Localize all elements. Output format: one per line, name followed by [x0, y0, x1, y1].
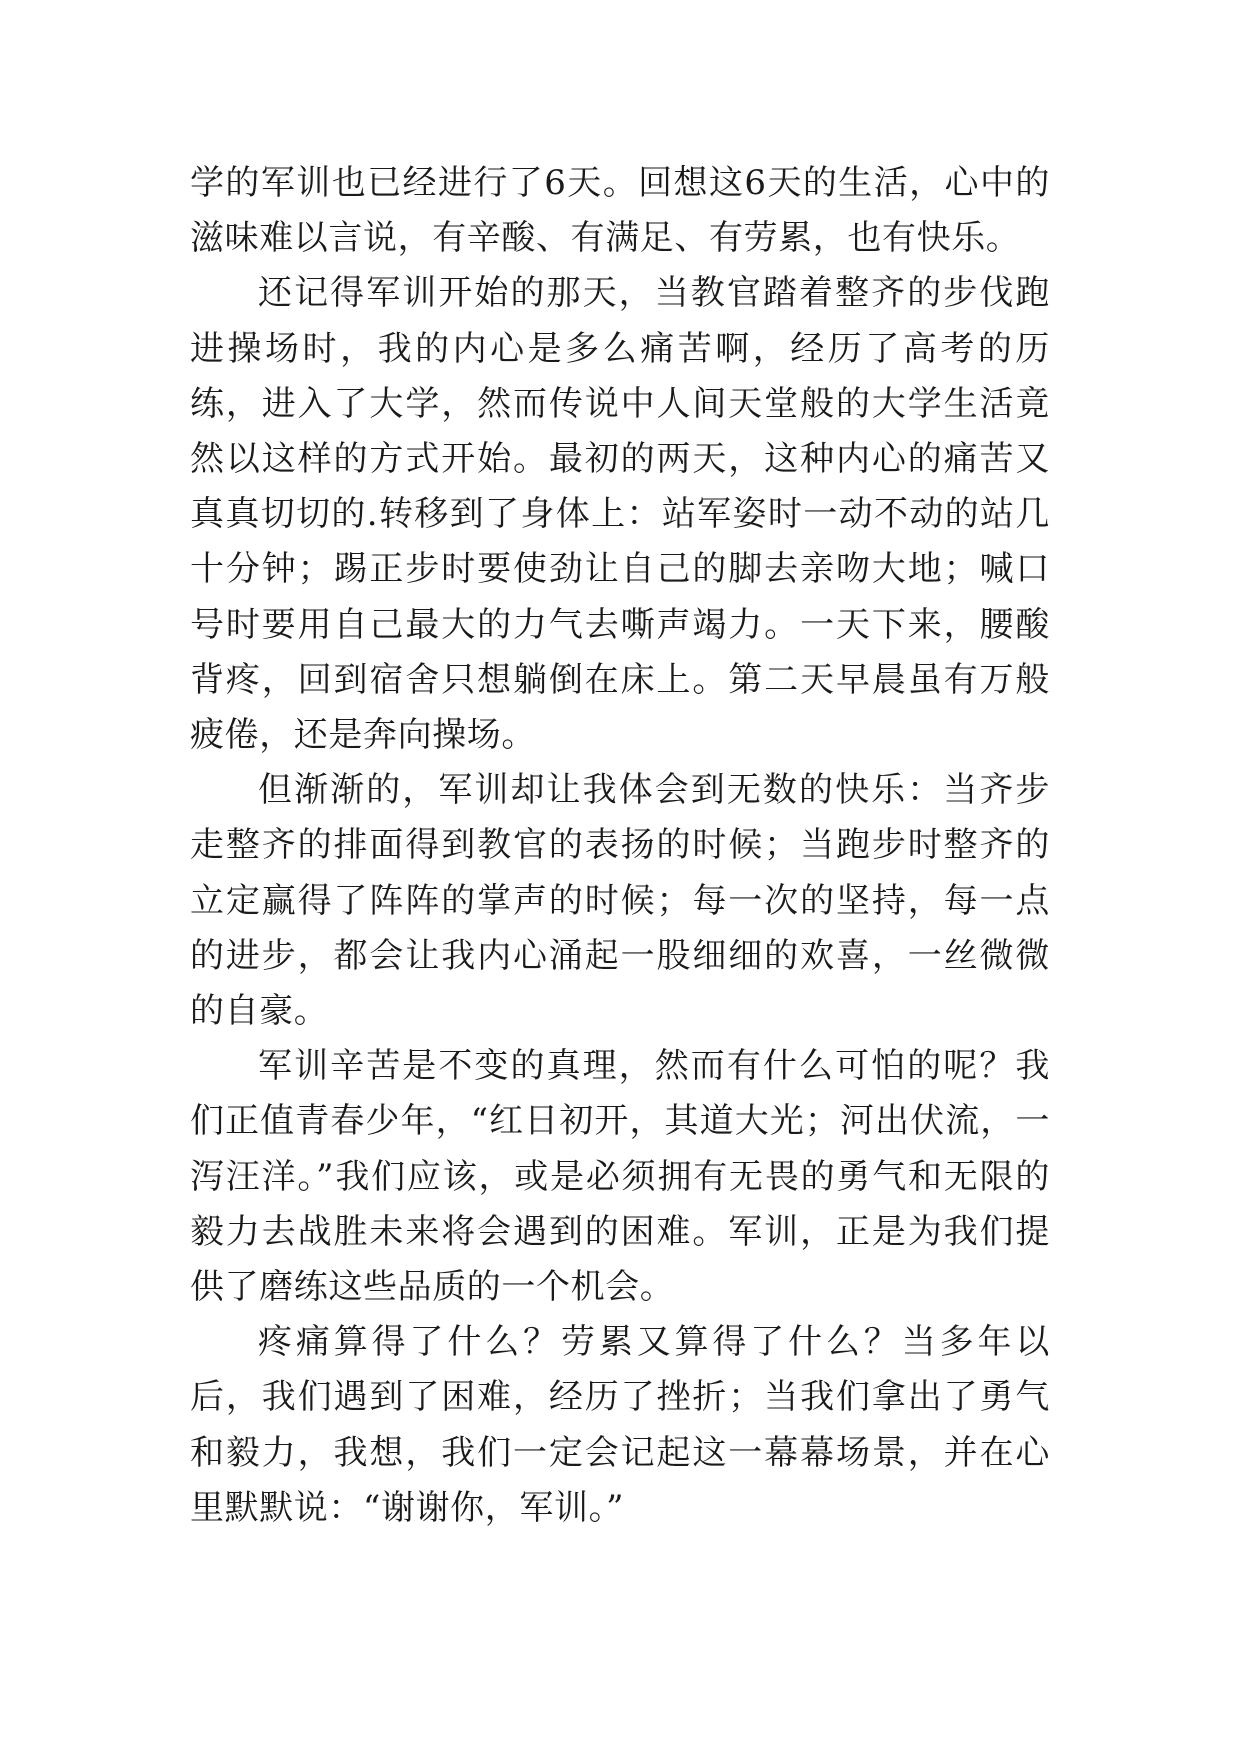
paragraph: 疼痛算得了什么？劳累又算得了什么？当多年以后，我们遇到了困难，经历了挫折；当我们拿出了勇气和毅力，我想，我们一定会记起这一幕幕场景，并在心里默默说：“谢谢你，军训。”: [190, 1322, 1050, 1528]
paragraph: 还记得军训开始的那天，当教官踏着整齐的步伐跑进操场时，我的内心是多么痛苦啊，经历了高考的历练，进入了大学，然而传说中人间天堂般的大学生活竟然以这样的方式开始。最初的两天，这种内心的痛苦又真真切切的.转移到了身体上：站军姿时一动不动的站几十分钟；踢正步时要使劲让自己的脚去亲吻大地；喊口号时要用自己最大的力气去嘶声竭力。一天下来，腰酸背疼，回到宿舍只想躺倒在床上。第二天早晨虽有万般疲倦，还是奔向操场。: [190, 273, 1050, 756]
paragraph: 学的军训也已经进行了6天。回想这6天的生活，心中的滋味难以言说，有辛酸、有满足、有劳累，也有快乐。: [190, 163, 1050, 259]
paragraph: 军训辛苦是不变的真理，然而有什么可怕的呢？我们正值青春少年，“红日初开，其道大光；河出伏流，一泻汪洋。”我们应该，或是必须拥有无畏的勇气和无限的毅力去战胜未来将会遇到的困难。军训，正是为我们提供了磨练这些品质的一个机会。: [190, 1046, 1050, 1308]
body-text: [190, 156, 1050, 1536]
paragraph: 但渐渐的，军训却让我体会到无数的快乐：当齐步走整齐的排面得到教官的表扬的时候；当跑步时整齐的立定赢得了阵阵的掌声的时候；每一次的坚持，每一点的进步，都会让我内心涌起一股细细的欢喜，一丝微微的自豪。: [190, 770, 1050, 1032]
